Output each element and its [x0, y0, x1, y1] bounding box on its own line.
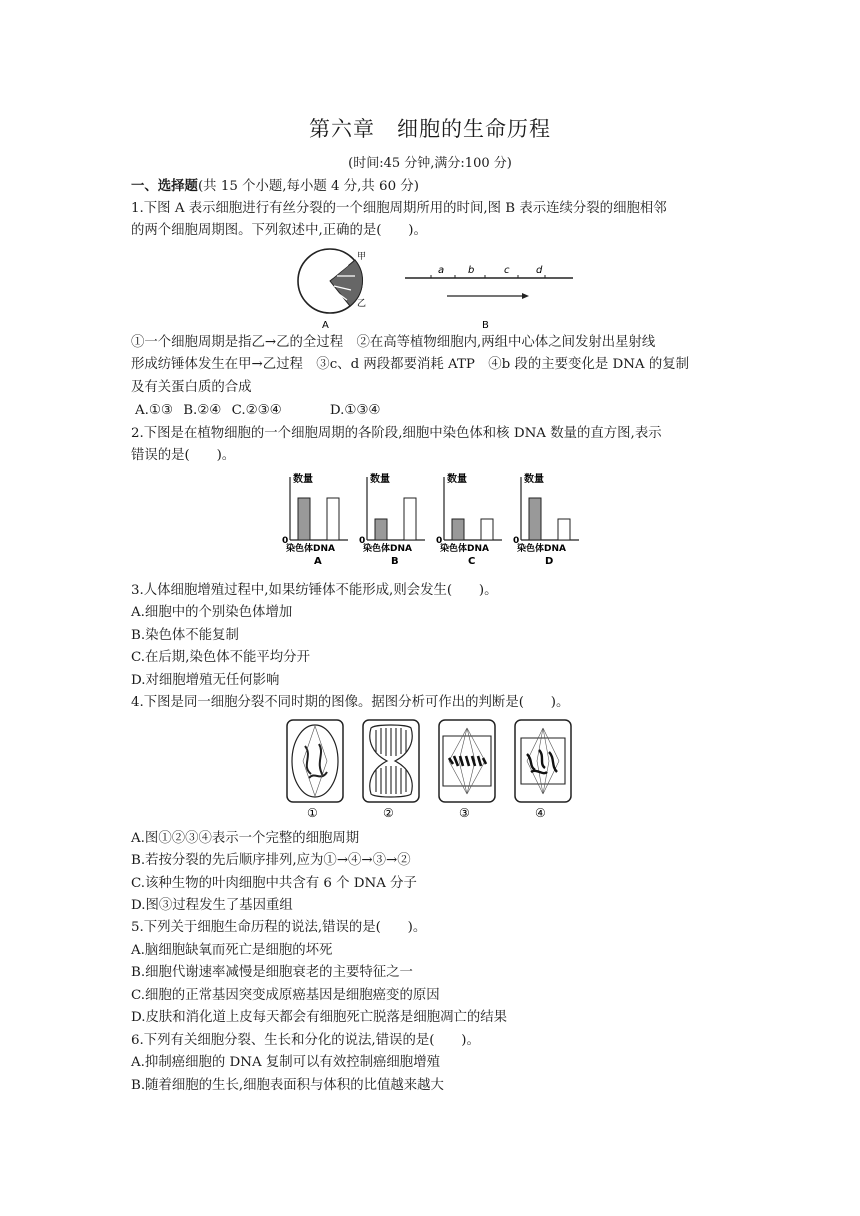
q2-histograms	[280, 469, 590, 569]
histogram-d-label: D	[545, 556, 554, 567]
q1-options	[135, 402, 735, 420]
histogram-d-dna-bar	[558, 519, 570, 540]
histogram-b-chromosome-bar	[375, 519, 387, 540]
histogram-a-origin: 0	[282, 536, 289, 546]
q5-option-a: A.脑细胞缺氧而死亡是细胞的坏死	[131, 943, 333, 958]
histogram-c-chromosome-bar	[452, 519, 464, 540]
cell-3	[439, 720, 495, 820]
point-b: b	[468, 265, 475, 276]
histogram-c-origin: 0	[436, 536, 443, 546]
figure-b-label: B	[482, 320, 489, 331]
cell-1-chromosomes	[305, 744, 327, 778]
q2-stem-line2: 错误的是( )。	[131, 448, 236, 463]
q1-option-d: D.①③④	[329, 403, 381, 418]
histogram-a-label: A	[314, 556, 322, 567]
q4-option-b: B.若按分裂的先后顺序排列,应为①→④→③→②	[131, 853, 411, 868]
section-heading	[131, 177, 731, 196]
cell-3-chromosomes	[449, 756, 486, 766]
label-jia: 甲	[357, 252, 367, 262]
histogram-b-dna-bar	[404, 498, 416, 540]
q1-stem-line2: 的两个细胞周期图。下列叙述中,正确的是( )。	[131, 223, 427, 238]
histogram-a-xlabels: 染色体DNA	[286, 544, 335, 554]
q1-statement-line1: ①一个细胞周期是指乙→乙的全过程 ②在高等植物细胞内,两组中心体之间发射出星射线	[131, 335, 656, 350]
chapter-title: 细胞的生命历程	[397, 117, 551, 141]
q1-option-b: B.②④	[183, 403, 222, 418]
q6-stem: 6.下列有关细胞分裂、生长和分化的说法,错误的是( )。	[131, 1033, 480, 1048]
histogram-a-dna-bar	[327, 498, 339, 540]
q1-option-c: C.②③④	[231, 403, 282, 418]
q4-stem: 4.下图是同一细胞分裂不同时期的图像。据图分析可作出的判断是( )。	[131, 695, 570, 710]
histogram-d-xlabels: 染色体DNA	[517, 544, 566, 554]
exam-time-score: (时间:45 分钟,满分:100 分)	[348, 156, 512, 171]
cell-4	[515, 720, 571, 820]
q3-option-d: D.对细胞增殖无任何影响	[131, 673, 280, 688]
histogram-b-label: B	[391, 556, 399, 567]
q1-statement-line3: 及有关蛋白质的合成	[131, 380, 252, 395]
cell-1	[287, 720, 343, 820]
cell-4-label: ④	[535, 806, 546, 820]
q4-option-c: C.该种生物的叶肉细胞中共含有 6 个 DNA 分子	[131, 876, 417, 891]
histogram-d-chromosome-bar	[529, 498, 541, 540]
q1-option-a: A.①③	[135, 403, 173, 418]
q1-figure-a	[298, 249, 366, 331]
histogram-d-ylabel: 数量	[524, 474, 544, 485]
histogram-b-ylabel: 数量	[370, 474, 390, 485]
q6-option-b: B.随着细胞的生长,细胞表面积与体积的比值越来越大	[131, 1078, 444, 1093]
cell-2	[363, 720, 419, 820]
cell-1-frame	[287, 720, 343, 802]
section-title: 一、选择题	[131, 178, 198, 194]
q3-option-c: C.在后期,染色体不能平均分开	[131, 650, 310, 665]
histogram-a-ylabel: 数量	[293, 474, 313, 485]
q4-figure	[283, 716, 583, 822]
q2-stem-line1: 2.下图是在植物细胞的一个细胞周期的各阶段,细胞中染色体和核 DNA 数量的直方图,表示	[131, 426, 662, 441]
q4-option-a: A.图①②③④表示一个完整的细胞周期	[131, 831, 360, 846]
q5-option-c: C.细胞的正常基因突变成原癌基因是细胞癌变的原因	[131, 988, 440, 1003]
page-title	[0, 113, 860, 143]
q1-figure	[285, 246, 585, 332]
cell-2-label: ②	[383, 806, 394, 820]
q1-statement-line2: 形成纺锤体发生在甲→乙过程 ③c、d 两段都要消耗 ATP ④b 段的主要变化是 DNA 的复制	[131, 357, 690, 372]
histogram-c-dna-bar	[481, 519, 493, 540]
cell-1-body	[292, 725, 338, 797]
q3-option-a: A.细胞中的个别染色体增加	[131, 605, 293, 620]
cell-2-chromosomes	[376, 728, 406, 794]
q1-stem-line1: 1.下图 A 表示细胞进行有丝分裂的一个细胞周期所用的时间,图 B 表示连续分裂的细胞相邻	[131, 201, 667, 216]
point-a: a	[438, 265, 445, 276]
q4-option-d: D.图③过程发生了基因重组	[131, 898, 293, 913]
q3-stem: 3.人体细胞增殖过程中,如果纺锤体不能形成,则会发生( )。	[131, 583, 498, 598]
cell-3-label: ③	[459, 806, 470, 820]
label-yi: 乙	[357, 299, 367, 309]
q1-figure-b	[405, 265, 573, 331]
histogram-c-ylabel: 数量	[447, 474, 467, 485]
histogram-b-origin: 0	[359, 536, 366, 546]
q3-option-b: B.染色体不能复制	[131, 628, 239, 643]
histogram-a-chromosome-bar	[298, 498, 310, 540]
q5-stem: 5.下列关于细胞生命历程的说法,错误的是( )。	[131, 920, 427, 935]
figure-a-label: A	[322, 320, 329, 331]
cell-1-label: ①	[307, 806, 318, 820]
q5-option-b: B.细胞代谢速率减慢是细胞衰老的主要特征之一	[131, 965, 413, 980]
histogram-c-xlabels: 染色体DNA	[440, 544, 489, 554]
chapter-number: 第六章	[309, 117, 375, 141]
histogram-c-label: C	[468, 556, 476, 567]
histogram-d-origin: 0	[513, 536, 520, 546]
point-c: c	[504, 265, 510, 276]
section-note: (共 15 个小题,每小题 4 分,共 60 分)	[197, 179, 419, 194]
q5-option-d: D.皮肤和消化道上皮每天都会有细胞死亡脱落是细胞凋亡的结果	[131, 1010, 508, 1025]
arrow-head	[522, 293, 529, 299]
point-d: d	[536, 265, 543, 276]
histogram-b-xlabels: 染色体DNA	[363, 544, 412, 554]
q6-option-a: A.抑制癌细胞的 DNA 复制可以有效控制癌细胞增殖	[131, 1055, 440, 1070]
